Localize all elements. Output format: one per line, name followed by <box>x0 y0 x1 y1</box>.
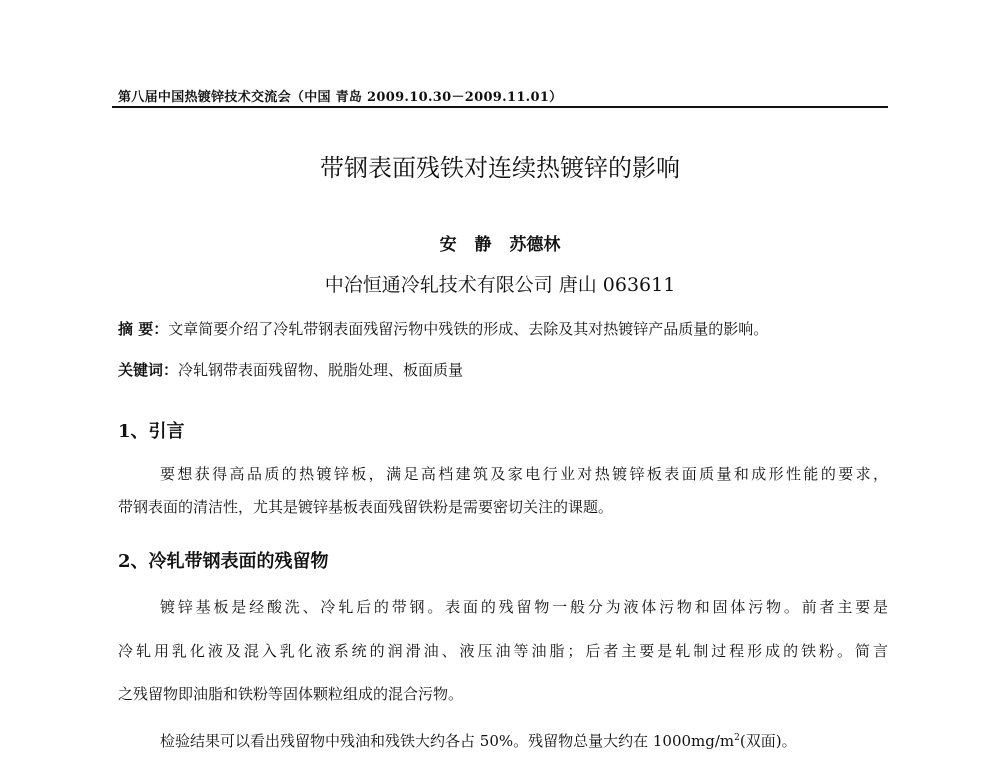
abstract <box>118 318 888 339</box>
paragraph-line: 带钢表面的清洁性，尤其是镀锌基板表面残留铁粉是需要密切关注的课题。 <box>118 498 614 516</box>
paragraph-text: 检验结果可以看出残留物中残油和残铁大约各占 50%。残留物总量大约在 1000mg/m <box>160 732 735 750</box>
paragraph-line: 镀锌基板是经酸洗、冷轧后的带钢。表面的残留物一般分为液体污物和固体污物。前者主要是 <box>160 598 888 616</box>
section-heading: 2、冷轧带钢表面的残留物 <box>118 551 329 572</box>
paragraph-line: 之残留物即油脂和铁粉等固体颗粒组成的混合污物。 <box>118 685 464 703</box>
section-heading: 1、引言 <box>118 421 185 442</box>
abstract-text: 文章简要介绍了冷轧带钢表面残留污物中残铁的形成、去除及其对热镀锌产品质量的影响。 <box>168 320 769 338</box>
paper-title: 带钢表面残铁对连续热镀锌的影响 <box>320 154 680 182</box>
paragraph-line: 要想获得高品质的热镀锌板，满足高档建筑及家电行业对热镀锌板表面质量和成形性能的要求， <box>160 465 888 483</box>
running-header: 第八届中国热镀锌技术交流会（中国 青岛 2009.10.30－2009.11.01） <box>118 90 563 105</box>
header-rule <box>112 106 888 108</box>
paragraph-line <box>160 730 888 751</box>
keywords-label: 关键词： <box>118 361 179 379</box>
affiliation: 中冶恒通冷轧技术有限公司 唐山 063611 <box>324 274 676 296</box>
keywords-text: 冷轧钢带表面残留物、脱脂处理、板面质量 <box>178 361 464 379</box>
paragraph-text: (双面)。 <box>739 732 797 750</box>
abstract-label: 摘 要： <box>118 320 169 338</box>
authors: 安 静 苏德林 <box>439 235 561 255</box>
keywords <box>118 359 888 380</box>
paragraph-line: 冷轧用乳化液及混入乳化液系统的润滑油、液压油等油脂；后者主要是轧制过程形成的铁粉。简言 <box>118 642 888 660</box>
superscript: 2 <box>734 733 740 743</box>
